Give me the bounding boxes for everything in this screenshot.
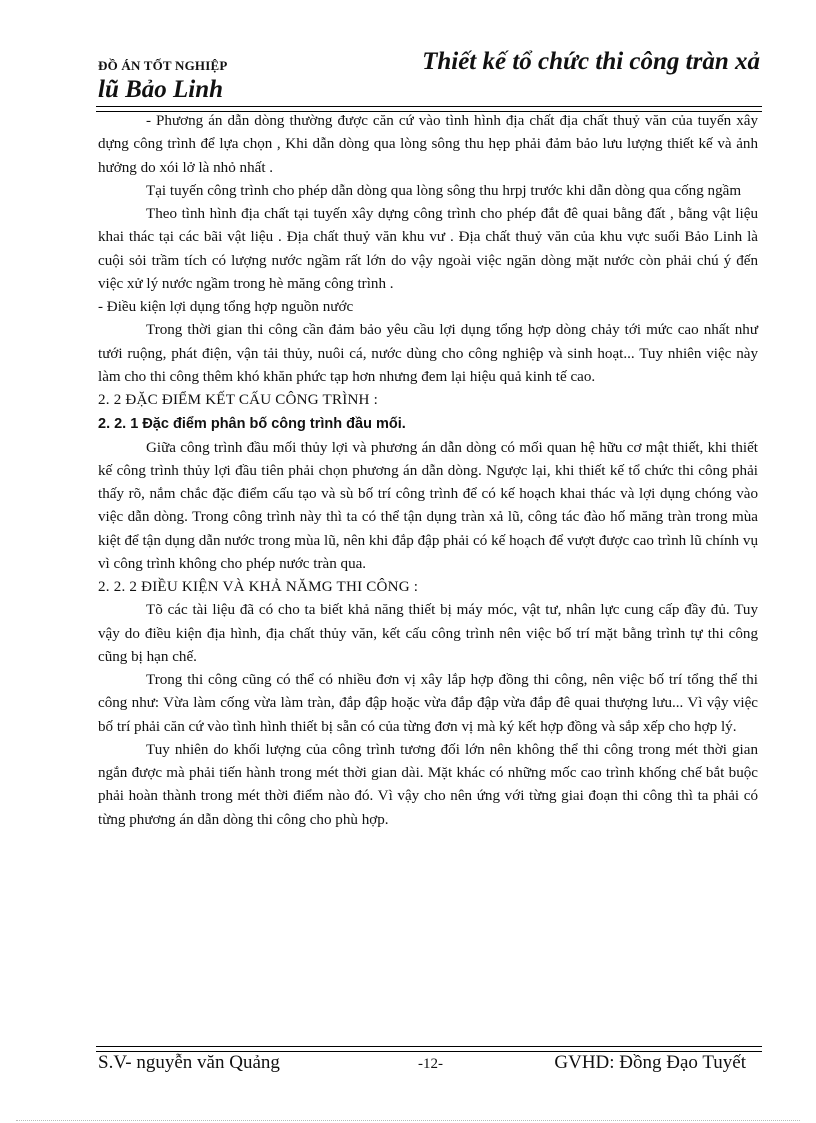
header-thesis-label: ĐỒ ÁN TỐT NGHIỆP [98, 58, 228, 73]
header-project-name: lũ Bảo Linh [98, 76, 224, 103]
footer-page-number: -12- [418, 1056, 443, 1072]
paragraph-schedule: Tuy nhiên do khối lượng của công trình tương đối lớn nên không thể thi công trong mét thời gian ngắn được mà phải tiến hành trong mét thời gian dài. Mặt khác có những mốc cao trình khống chế bắt buộc phải hoàn thành trong mét thời điểm nào đó. Vì vậy cho nên ứng với từng giai đoạn thi công thì ta phải có từng phương án dẫn dòng thi công cho phù hợp. [98, 741, 758, 828]
footer-student: S.V- nguyễn văn Quảng [98, 1052, 280, 1073]
section-heading-2-2-1: 2. 2. 1 Đặc điểm phân bố công trình đầu mối. [98, 416, 406, 433]
paragraph-diversion-method: - Phương án dẫn dòng thường được căn cứ vào tình hình địa chất địa chất thuỷ văn của tuyến xây dựng công trình để lựa chọn , Khi dẫn dòng qua lòng sông thu hẹp phải đảm bảo lưu lượng thiết kế và ảnh hưởng do xói lở là nhỏ nhất . [98, 113, 758, 176]
page-body [98, 110, 758, 832]
paragraph-structure-layout: Giữa công trình đầu mối thủy lợi và phương án dẫn dòng có mối quan hệ hữu cơ mật thiết, khi thiết kế công trình thủy lợi đầu tiên phải chọn phương án dẫn dòng. Ngược lại, khi thiết kế tổ chức thi công phải thấy rõ, nắm chắc đặc điểm cấu tạo và sù bố trí công trình để có kế hoạch khai thác và lợi dụng chóng vào việc dẫn dòng. Trong công trình này thì ta có thể tận dụng tràn xả lũ, công tác đào hố măng tràn trong mùa kiệt để tận dụng dẫn nước trong mùa lũ, nên khi đắp đập phải có kế hoạch để vượt được cao trình lũ chính vụ vì công trình không cho phép nước tràn qua. [98, 439, 758, 572]
paragraph-resources: Tõ các tài liệu đã có cho ta biết khả năng thiết bị máy móc, vật tư, nhân lực cung cấp đầy đủ. Tuy vậy do điều kiện địa hình, địa chất thủy văn, kết cấu công trình nên việc bố trí mặt bằng trình tự thi công cũng bị hạn chế. [98, 602, 758, 665]
paragraph-contractors: Trong thi công cũng có thể có nhiều đơn vị xây lắp hợp đồng thi công, nên việc bố trí tổng thể thi công như: Vừa làm cống vừa làm tràn, đắp đập hoặc vừa đắp đập vừa đắp đê quai thượng lưu... Vì vậy việc bố trí phải căn cứ vào tình hình thiết bị sẵn có của từng đơn vị mà ký kết hợp đồng và sắp xếp cho hợp lý. [98, 672, 758, 735]
section-heading-2-2: 2. 2 ĐẶC ĐIỂM KẾT CẤU CÔNG TRÌNH : [98, 392, 379, 408]
paragraph-water-use-heading: - Điều kiện lợi dụng tổng hợp nguồn nước [98, 299, 354, 315]
paragraph-geology: Theo tình hình địa chất tại tuyến xây dựng công trình cho phép đắt đê quai bằng đất , bằng vật liệu khai thác tại các bãi vật liệu . Địa chất thuỷ văn khu vư . Địa chất thuỷ văn của khu vực suối Bảo Linh là cuội sỏi trầm tích có lượng nước ngầm rất lớn do vậy ngoài việc ngăn dòng mặt nước còn phải chú ý đến việc xử lý nước ngầm trong hè măng công trình . [98, 206, 758, 292]
paragraph-diversion-route: Tại tuyến công trình cho phép dẫn dòng qua lòng sông thu hrpj trước khi dẫn dòng qua cống ngầm [146, 182, 742, 199]
page-bottom-border [16, 1120, 800, 1121]
section-heading-2-2-2: 2. 2. 2 ĐIỀU KIỆN VÀ KHẢ NĂMG THI CÔNG : [98, 579, 419, 595]
paragraph-water-use: Trong thời gian thi công cần đảm bảo yêu cầu lợi dụng tổng hợp dòng chảy tới mức cao nhất như tưới ruộng, phát điện, vận tải thủy, nuôi cá, nước dùng cho công nghiệp và sinh hoạt... Tuy nhiên việc này làm cho thi công thêm khó khăn phức tạp hơn nhưng đem lại hiệu quả kinh tế cao. [98, 322, 758, 385]
footer-advisor: GVHD: Đồng Đạo Tuyết [554, 1052, 746, 1073]
header-document-title: Thiết kế tổ chức thi công tràn xả [422, 48, 760, 75]
